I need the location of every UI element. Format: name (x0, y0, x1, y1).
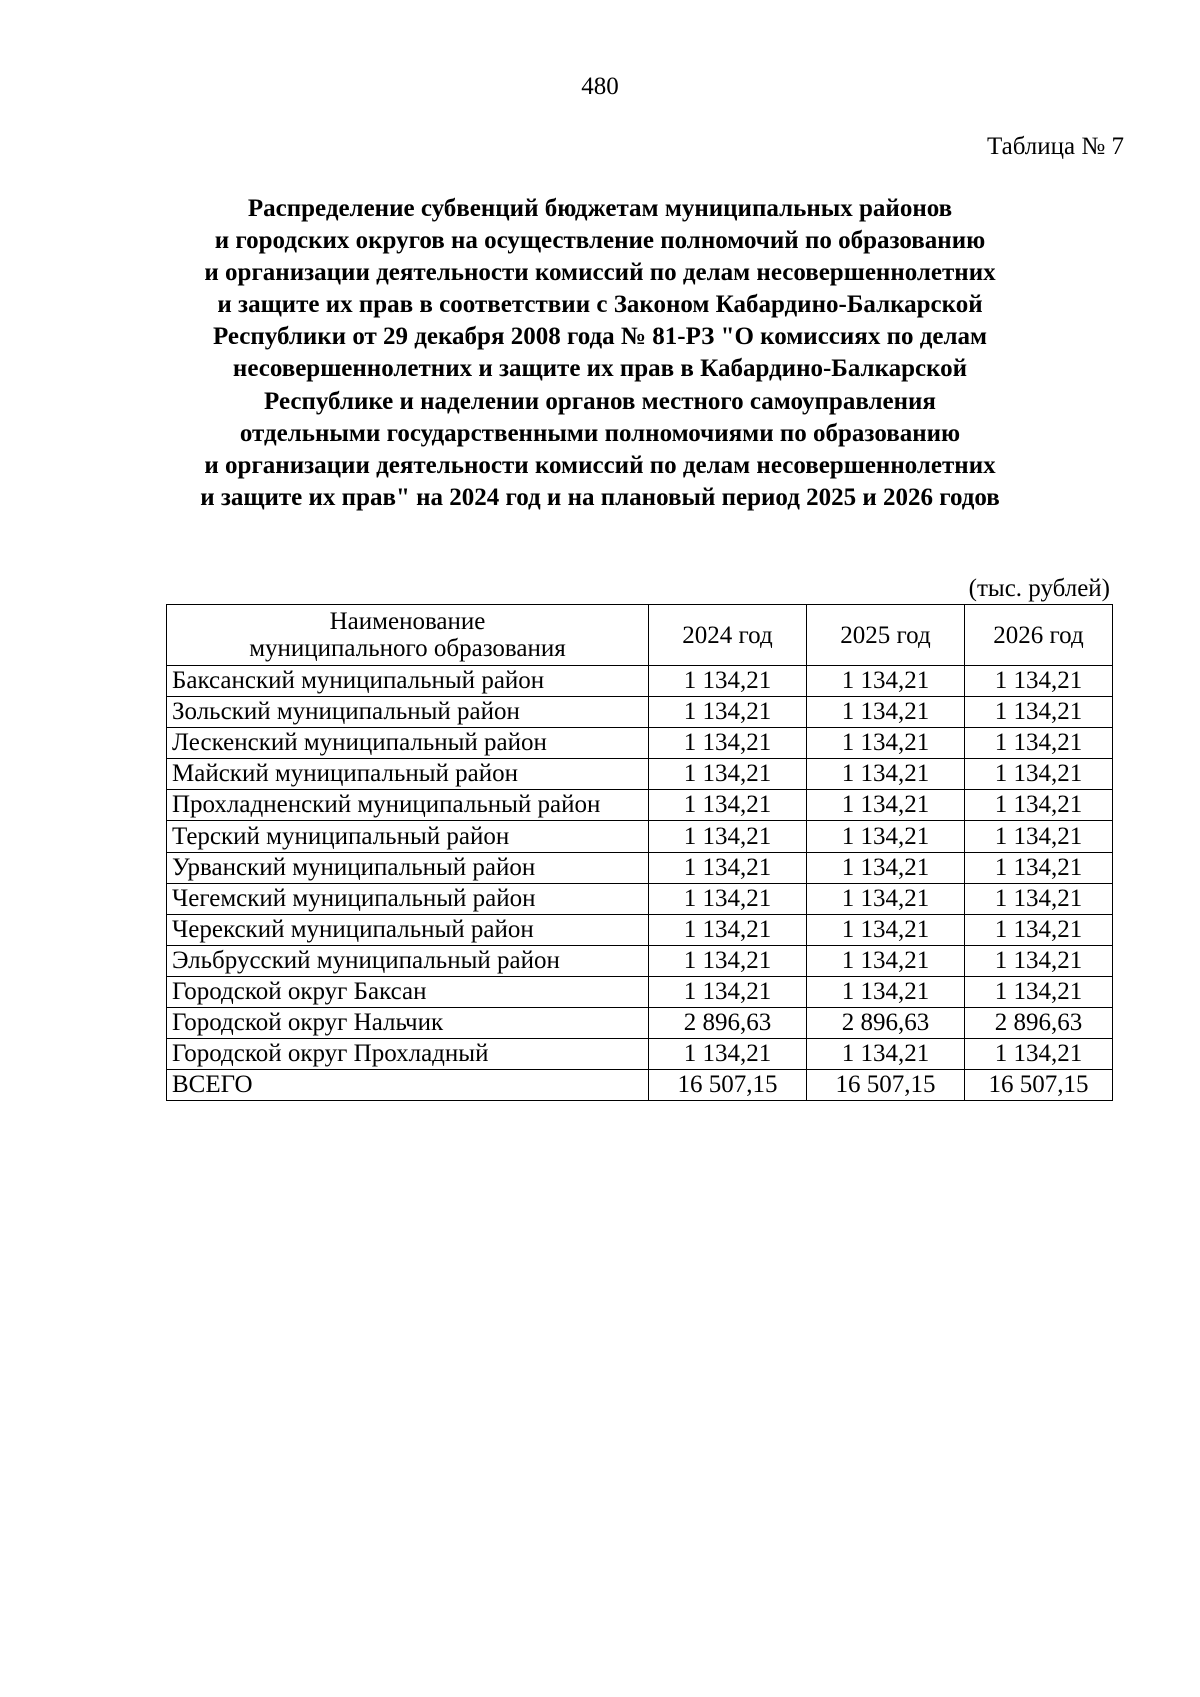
municipality-name: Городской округ Баксан (167, 976, 649, 1007)
value-2024: 1 134,21 (649, 821, 807, 852)
value-2026: 1 134,21 (965, 666, 1113, 697)
units-label: (тыс. рублей) (968, 575, 1110, 602)
value-2025: 1 134,21 (807, 852, 965, 883)
value-2024: 1 134,21 (649, 728, 807, 759)
table-total-row (167, 1070, 1113, 1101)
title-line: и защите их прав" на 2024 год и на плановый период 2025 и 2026 годов (200, 483, 1000, 511)
value-2026: 1 134,21 (965, 883, 1113, 914)
value-2026: 1 134,21 (965, 728, 1113, 759)
header-municipality-line2: муниципального образования (249, 635, 566, 662)
value-2025: 1 134,21 (807, 666, 965, 697)
title-line: Республики от 29 декабря 2008 года № 81-РЗ "О комиссиях по делам (212, 323, 988, 351)
municipality-name: Майский муниципальный район (167, 759, 649, 790)
total-2024: 16 507,15 (649, 1070, 807, 1101)
value-2025: 1 134,21 (807, 728, 965, 759)
value-2025: 1 134,21 (807, 790, 965, 821)
table-row (167, 945, 1113, 976)
page-number: 480 (581, 73, 619, 100)
title-line: Распределение субвенций бюджетам муниципальных районов (247, 195, 953, 222)
value-2024: 2 896,63 (649, 1008, 807, 1039)
table-row (167, 1008, 1113, 1039)
table-row (167, 883, 1113, 914)
value-2026: 1 134,21 (965, 821, 1113, 852)
total-label: ВСЕГО (167, 1070, 649, 1101)
value-2025: 1 134,21 (807, 759, 965, 790)
municipality-name: Городской округ Прохладный (167, 1039, 649, 1070)
header-municipality (167, 605, 649, 666)
value-2026: 1 134,21 (965, 790, 1113, 821)
value-2024: 1 134,21 (649, 697, 807, 728)
value-2024: 1 134,21 (649, 759, 807, 790)
value-2026: 1 134,21 (965, 976, 1113, 1007)
value-2026: 1 134,21 (965, 759, 1113, 790)
header-municipality-line1: Наименование (329, 608, 486, 635)
title-line: и защите их прав в соответствии с Законом Кабардино-Балкарской (217, 291, 983, 319)
table-row (167, 821, 1113, 852)
municipality-name: Чегемский муниципальный район (167, 883, 649, 914)
title-line: несовершеннолетних и защите их прав в Кабардино-Балкарской (232, 355, 968, 383)
table-row (167, 666, 1113, 697)
value-2024: 1 134,21 (649, 852, 807, 883)
title-line: и организации деятельности комиссий по делам несовершеннолетних (204, 451, 996, 479)
municipality-name: Черекский муниципальный район (167, 914, 649, 945)
header-year-2026: 2026 год (965, 605, 1113, 666)
table-row (167, 976, 1113, 1007)
value-2026: 1 134,21 (965, 697, 1113, 728)
value-2024: 1 134,21 (649, 790, 807, 821)
value-2026: 2 896,63 (965, 1008, 1113, 1039)
table-header-row (167, 605, 1113, 666)
municipality-name: Лескенский муниципальный район (167, 728, 649, 759)
title-line: и городских округов на осуществление полномочий по образованию (214, 227, 986, 255)
table-row (167, 914, 1113, 945)
municipality-name: Урванский муниципальный район (167, 852, 649, 883)
value-2025: 1 134,21 (807, 976, 965, 1007)
table-caption: Таблица № 7 (986, 133, 1124, 160)
municipality-name: Эльбрусский муниципальный район (167, 945, 649, 976)
title-line: Республике и наделении органов местного самоуправления (264, 387, 936, 415)
table-row (167, 697, 1113, 728)
municipality-name: Прохладненский муниципальный район (167, 790, 649, 821)
table-row (167, 728, 1113, 759)
municipality-name: Зольский муниципальный район (167, 697, 649, 728)
value-2026: 1 134,21 (965, 945, 1113, 976)
municipality-name: Городской округ Нальчик (167, 1008, 649, 1039)
table-row (167, 852, 1113, 883)
value-2025: 1 134,21 (807, 945, 965, 976)
table-row (167, 1039, 1113, 1070)
title-line: и организации деятельности комиссий по делам несовершеннолетних (204, 259, 996, 287)
value-2024: 1 134,21 (649, 945, 807, 976)
document-title (150, 193, 1050, 514)
value-2025: 2 896,63 (807, 1008, 965, 1039)
total-2026: 16 507,15 (965, 1070, 1113, 1101)
header-year-2024: 2024 год (649, 605, 807, 666)
subvention-table (166, 604, 1113, 1101)
value-2024: 1 134,21 (649, 914, 807, 945)
value-2026: 1 134,21 (965, 852, 1113, 883)
municipality-name: Баксанский муниципальный район (167, 666, 649, 697)
header-year-2025: 2025 год (807, 605, 965, 666)
value-2024: 1 134,21 (649, 976, 807, 1007)
municipality-name: Терский муниципальный район (167, 821, 649, 852)
value-2025: 1 134,21 (807, 821, 965, 852)
value-2025: 1 134,21 (807, 1039, 965, 1070)
value-2025: 1 134,21 (807, 914, 965, 945)
title-line: отдельными государственными полномочиями по образованию (239, 419, 961, 447)
value-2026: 1 134,21 (965, 914, 1113, 945)
value-2024: 1 134,21 (649, 883, 807, 914)
value-2025: 1 134,21 (807, 883, 965, 914)
value-2024: 1 134,21 (649, 1039, 807, 1070)
value-2026: 1 134,21 (965, 1039, 1113, 1070)
table-row (167, 790, 1113, 821)
value-2024: 1 134,21 (649, 666, 807, 697)
table-row (167, 759, 1113, 790)
value-2025: 1 134,21 (807, 697, 965, 728)
total-2025: 16 507,15 (807, 1070, 965, 1101)
